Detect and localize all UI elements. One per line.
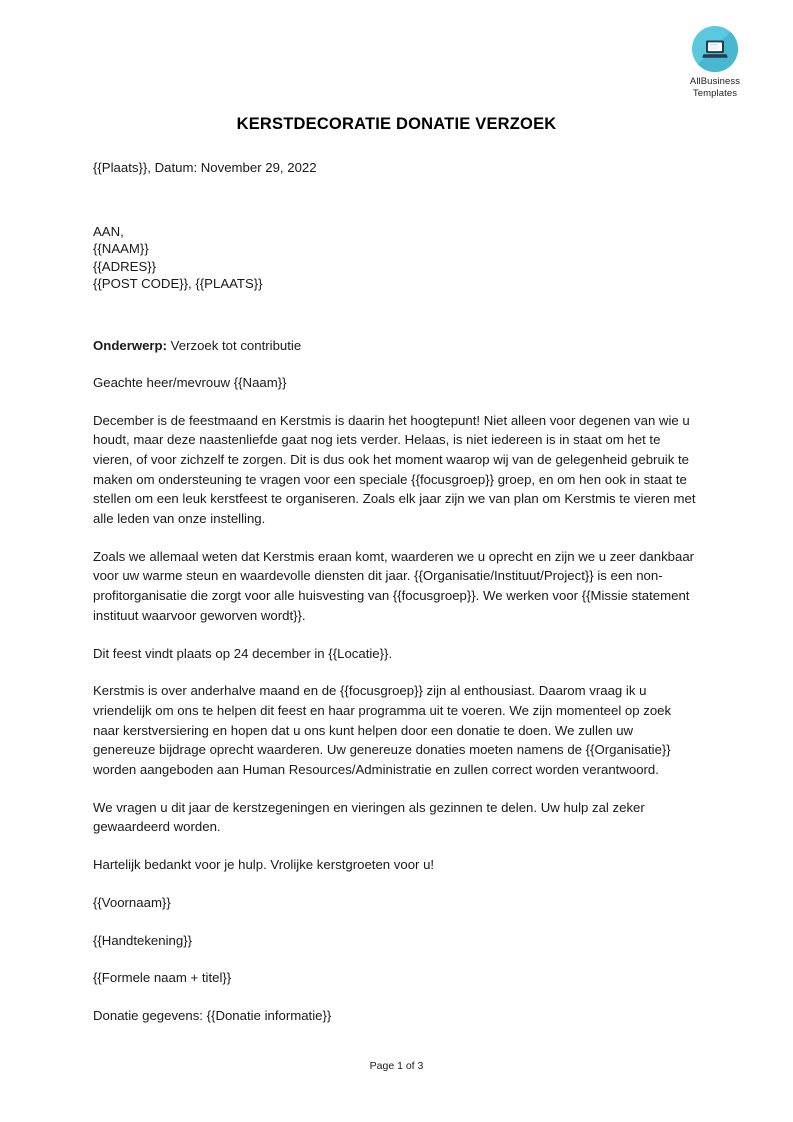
spacer <box>93 293 699 336</box>
spacer <box>93 178 699 223</box>
brand-name <box>663 76 767 99</box>
paragraph-3: Dit feest vindt plaats op 24 december in {{Locatie}}. <box>93 645 393 661</box>
spacer <box>93 875 699 893</box>
laptop-icon <box>692 26 738 72</box>
closing-firstname: {{Voornaam}} <box>93 894 171 910</box>
salutation: Geachte heer/mevrouw {{Naam}} <box>93 375 287 390</box>
closing-signature: {{Handtekening}} <box>93 932 193 948</box>
paragraph-6: Hartelijk bedankt voor je hulp. Vrolijke kerstgroeten voor u! <box>93 857 435 873</box>
spacer <box>93 393 699 411</box>
page-footer: Page 1 of 3 <box>369 1060 424 1072</box>
spacer <box>93 626 699 644</box>
spacer <box>93 950 699 968</box>
subject-label: Onderwerp: <box>93 337 168 353</box>
address-name: {{NAAM}} <box>93 241 149 256</box>
subject-line <box>93 336 699 356</box>
date-line: {{Plaats}}, Datum: November 29, 2022 <box>93 160 317 175</box>
subject-value: Verzoek tot contributie <box>167 337 302 353</box>
brand-name-line1: AllBusiness <box>689 76 741 87</box>
brand-logo-block <box>663 26 767 99</box>
document-body <box>93 158 699 1026</box>
page-title: KERSTDECORATIE DONATIE VERZOEK <box>236 115 557 133</box>
brand-name-line2: Templates <box>692 87 738 99</box>
spacer <box>93 663 699 681</box>
address-label: AAN, <box>93 223 124 239</box>
paragraph-4: Kerstmis is over anderhalve maand en de {{focusgroep}} zijn al enthousiast. Daarom vraag ik u vriendelijk om ons te helpen dit feest en haar programma uit te voeren. We zijn momenteel op zoek naar kerstversiering en hopen dat u ons kunt helpen door een donatie te doen. We zullen uw genereuze bijdrage oprecht waarderen. Uw genereuze donaties moeten namens de {{Organisatie}} worden aangeboden aan Human Resources/Administratie en zullen correct worden verantwoord. <box>93 683 672 778</box>
address-block <box>93 223 699 293</box>
donation-details: Donatie gegevens: {{Donatie informatie}} <box>93 1007 332 1023</box>
spacer <box>93 355 699 373</box>
spacer <box>93 913 699 931</box>
closing-formal-name: {{Formele naam + titel}} <box>93 970 232 986</box>
paragraph-2: Zoals we allemaal weten dat Kerstmis eraan komt, waarderen we u oprecht en zijn we u zeer dankbaar voor uw warme steun en waardevolle diensten dit jaar. {{Organisatie/Instituut/Project}} is een non-profitorganisatie die zorgt voor alle huisvesting van {{focusgroep}}. We werken voor {{Missie statement instituut waarvoor geworven wordt}}. <box>93 548 695 623</box>
address-postal-city: {{POST CODE}}, {{PLAATS}} <box>93 276 263 291</box>
paragraph-1: December is de feestmaand en Kerstmis is daarin het hoogtepunt! Niet alleen voor degenen van wie u houdt, maar deze naastenliefde gaat nog iets verder. Helaas, is niet iedereen is in staat om het te vieren, of voor zichzelf te zorgen. Dit is dus ook het moment waarop wij van de gelegenheid gebruik te maken om ondersteuning te vragen voor een speciale {{focusgroep}} groep, en om hen ook in staat te stellen om een leuk kerstfeest te organiseren. Zoals elk jaar zijn we van plan om Kerstmis te vieren met alle leden van onze instelling. <box>93 412 696 527</box>
spacer <box>93 529 699 547</box>
spacer <box>93 780 699 798</box>
paragraph-5: We vragen u dit jaar de kerstzegeningen en vieringen als gezinnen te delen. Uw hulp zal zeker gewaardeerd worden. <box>93 799 645 835</box>
address-street: {{ADRES}} <box>93 258 157 274</box>
spacer <box>93 837 699 855</box>
spacer <box>93 988 699 1006</box>
